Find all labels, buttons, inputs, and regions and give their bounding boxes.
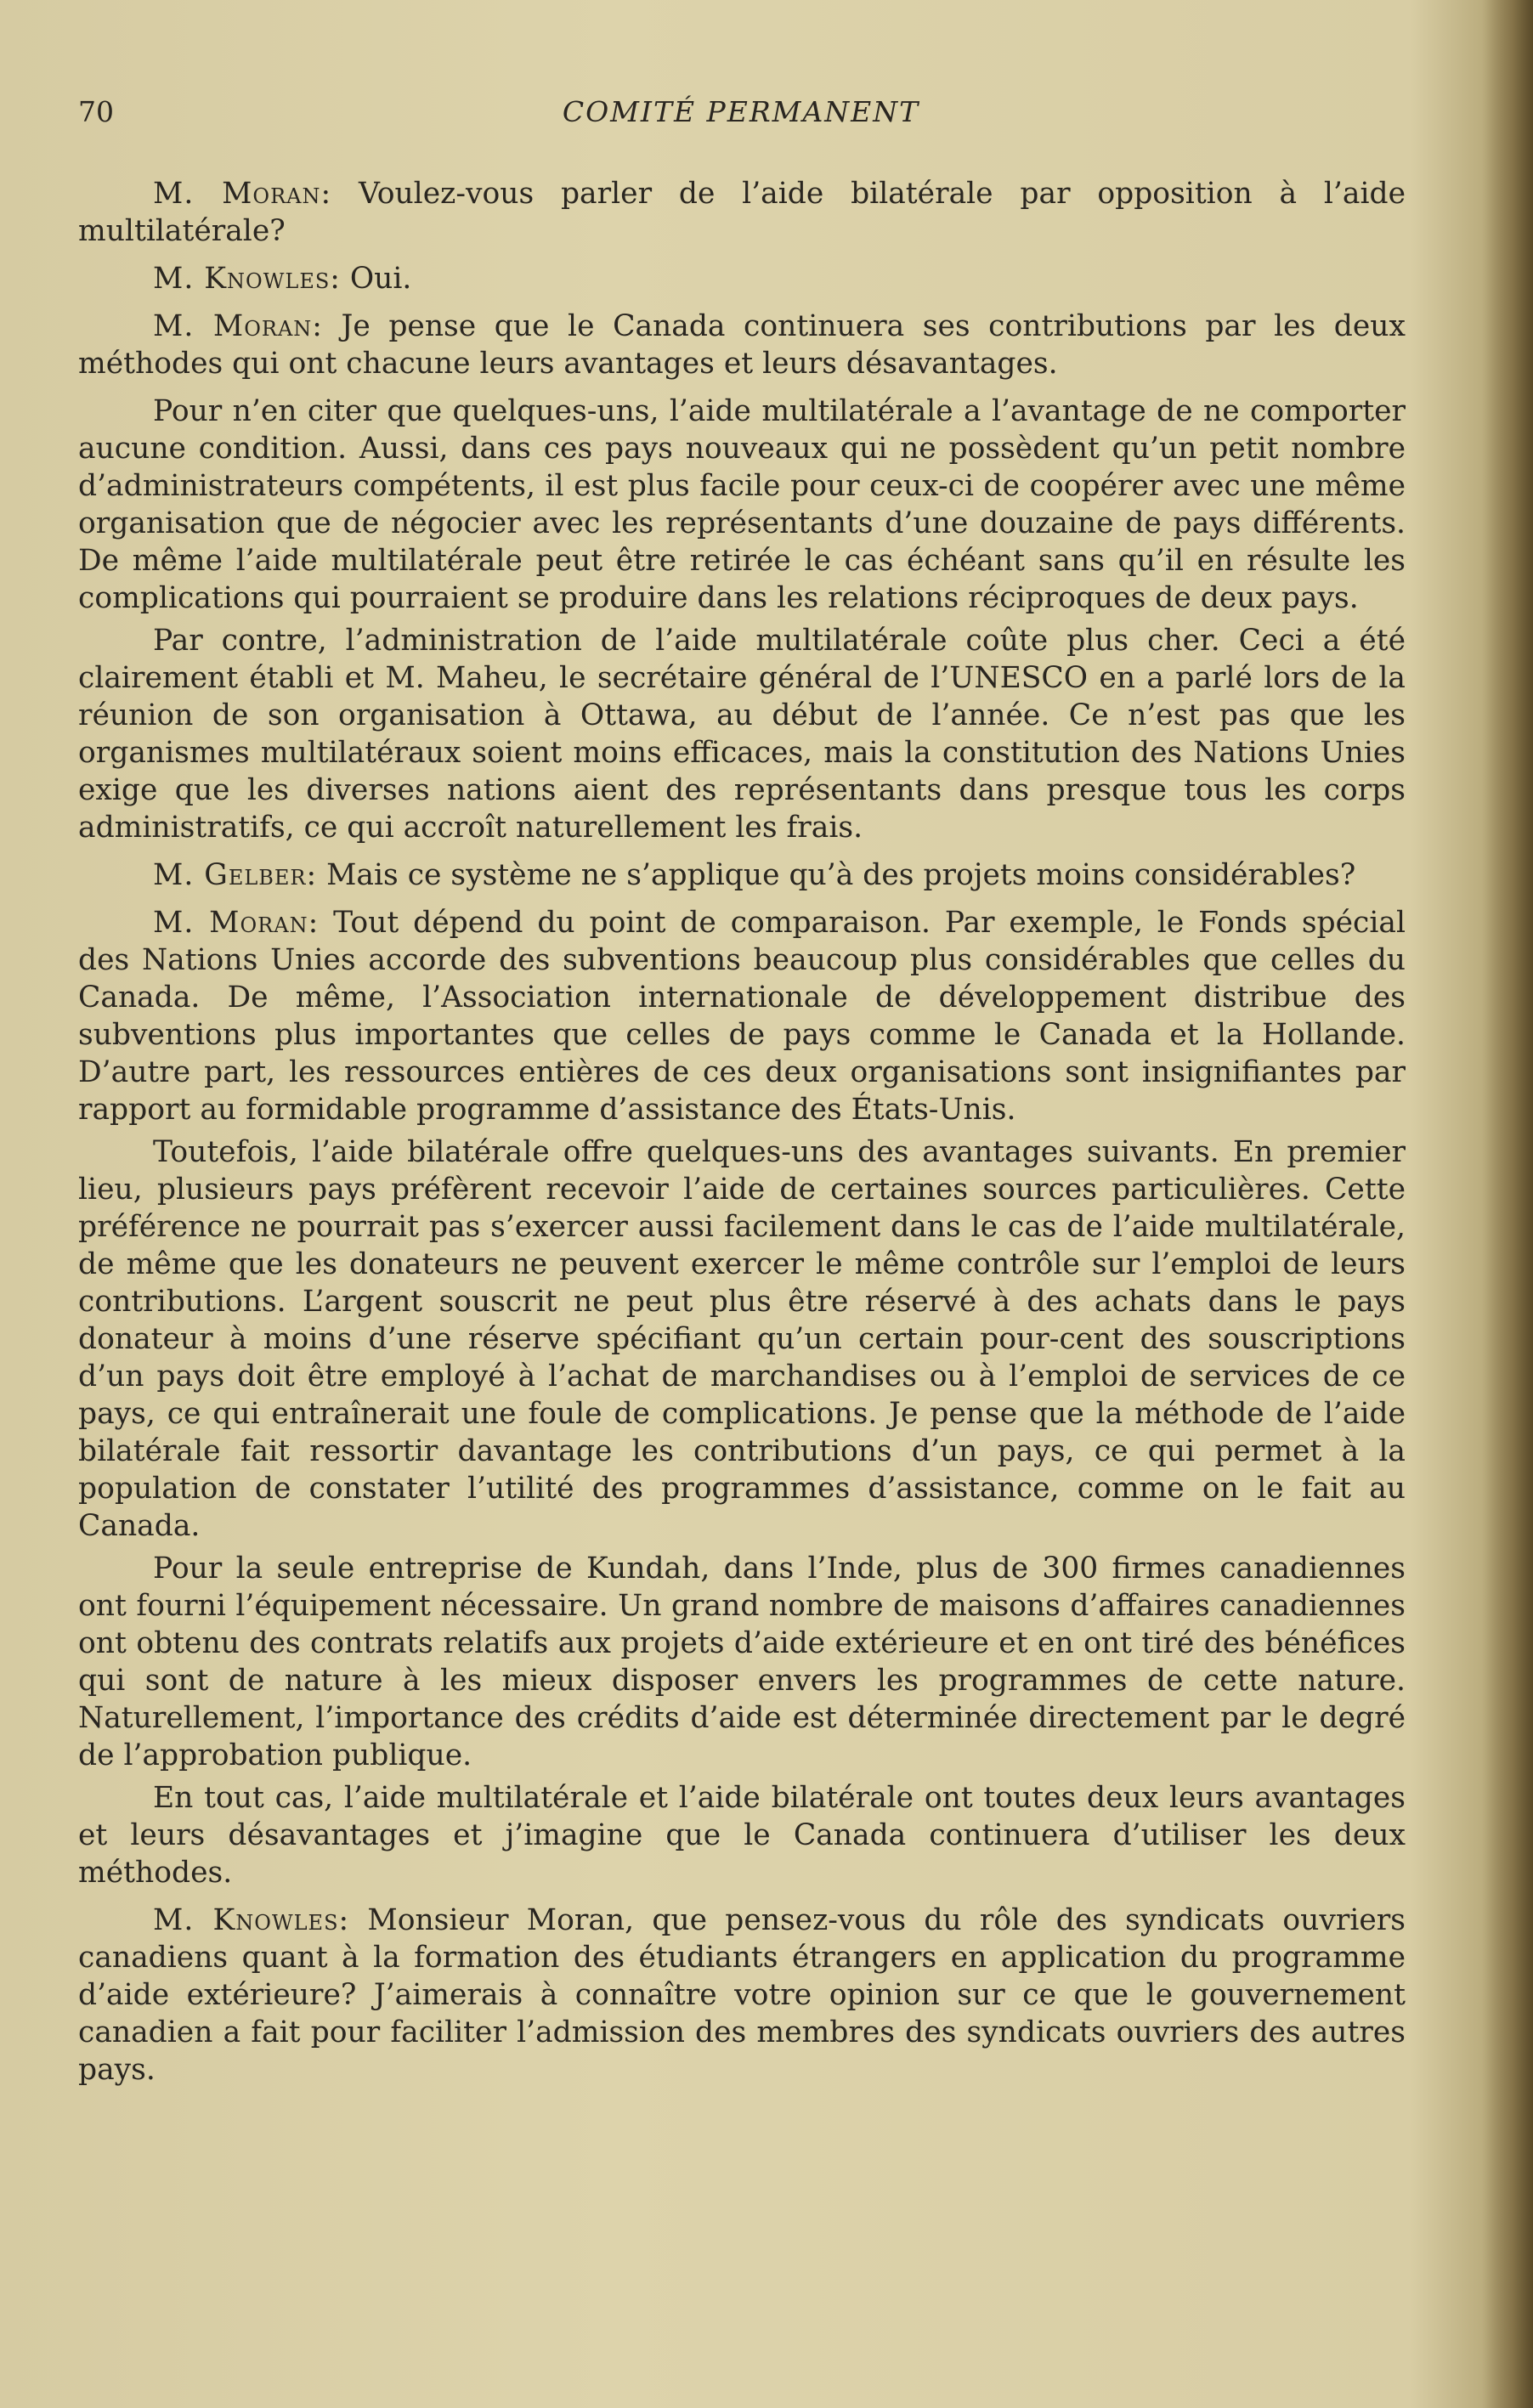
paragraph-text: Tout dépend du point de comparaison. Par exemple, le Fonds spécial des Nations Unies accorde des subventions beaucoup plus considérables que celles du Canada. De même, l’Association internationale de développement distribue des subventions plus importantes que celles de pays comme le Canada et la Hollande. D’autre part, les ressources entières de ces deux organisations sont insignifiantes par rapport au formidable programme d’assistance des États-Unis. xyxy=(78,906,1406,1127)
paragraph-text: Pour la seule entreprise de Kundah, dans l’Inde, plus de 300 firmes canadiennes ont fourni l’équipement nécessaire. Un grand nombre de maisons d’affaires canadiennes ont obtenu des contrats relatifs aux projets d’aide extérieure et en ont tiré des bénéfices qui sont de nature à les mieux disposer envers les programmes de cette nature. Naturellement, l’importance des crédits d’aide est déterminée directement par le degré de l’approbation publique. xyxy=(78,1552,1406,1772)
paragraph xyxy=(78,1550,1406,1774)
paragraph xyxy=(78,260,1406,297)
page-header xyxy=(78,95,1404,139)
running-head: COMITÉ PERMANENT xyxy=(562,95,920,128)
speaker-name: M. Knowles: xyxy=(153,1903,350,1937)
paragraph xyxy=(78,856,1406,894)
paragraph-text: Pour n’en citer que quelques-uns, l’aide multilatérale a l’avantage de ne comporter aucune condition. Aussi, dans ces pays nouveaux qui ne possèdent qu’un petit nombre d’administrateurs compétents, il est plus facile pour ceux-ci de coopérer avec une même organisation que de négocier avec les représentants d’une douzaine de pays différents. De même l’aide multilatérale peut être retirée le cas échéant sans qu’il en résulte les complications qui pourraient se produire dans les relations réciproques de deux pays. xyxy=(78,394,1406,615)
paragraph-text: Je pense que le Canada continuera ses contributions par les deux méthodes qui ont chacune leurs avantages et leurs désavantages. xyxy=(78,309,1406,381)
paragraph-text: Mais ce système ne s’applique qu’à des projets moins considérables? xyxy=(317,858,1356,892)
paragraph xyxy=(78,904,1406,1128)
paragraph xyxy=(78,1779,1406,1891)
speaker-name: M. Knowles: xyxy=(153,262,341,296)
paragraph-text: Oui. xyxy=(340,262,412,296)
page-number: 70 xyxy=(78,95,114,128)
speaker-name: M. Moran: xyxy=(153,906,320,940)
page-edge-shadow xyxy=(1482,0,1533,2408)
paragraph-text: Voulez-vous parler de l’aide bilatérale par opposition à l’aide multilatérale? xyxy=(78,177,1406,248)
paragraph-text: En tout cas, l’aide multilatérale et l’aide bilatérale ont toutes deux leurs avantages et leurs désavantages et j’imagine que le Canada continuera d’utiliser les deux méthodes. xyxy=(78,1781,1406,1890)
paragraph xyxy=(78,393,1406,617)
paragraph-text: Par contre, l’administration de l’aide multilatérale coûte plus cher. Ceci a été clairement établi et M. Maheu, le secrétaire général de l’UNESCO en a parlé lors de la réunion de son organisation à Ottawa, au début de l’année. Ce n’est pas que les organismes multilatéraux soient moins efficaces, mais la constitution des Nations Unies exige que les diverses nations aient des représentants dans presque tous les corps administratifs, ce qui accroît naturellement les frais. xyxy=(78,624,1406,845)
paragraph xyxy=(78,175,1406,250)
paragraph xyxy=(78,1133,1406,1545)
body-text xyxy=(78,175,1406,2099)
speaker-name: M. Moran: xyxy=(153,309,323,343)
paragraph-text: Toutefois, l’aide bilatérale offre quelques-uns des avantages suivants. En premier lieu, plusieurs pays préfèrent recevoir l’aide de certaines sources particulières. Cette préférence ne pourrait pas s’exercer aussi facilement dans le cas de l’aide multilatérale, de même que les donateurs ne peuvent exercer le même contrôle sur l’emploi de leurs contributions. L’argent souscrit ne peut plus être réservé à des achats dans le pays donateur à moins d’une réserve spécifiant qu’un certain pour-cent des souscriptions d’un pays doit être employé à l’achat de marchandises ou à l’emploi de services de ce pays, ce qui entraînerait une foule de complications. Je pense que la méthode de l’aide bilatérale fait ressortir davantage les contributions d’un pays, ce qui permet à la population de constater l’utilité des programmes d’assistance, comme on le fait au Canada. xyxy=(78,1135,1406,1543)
paragraph xyxy=(78,622,1406,846)
paragraph-text: Monsieur Moran, que pensez-vous du rôle des syndicats ouvriers canadiens quant à la formation des étudiants étrangers en application du programme d’aide extérieure? J’aimerais à connaître votre opinion sur ce que le gouvernement canadien a fait pour faciliter l’admission des membres des syndicats ouvriers des autres pays. xyxy=(78,1903,1406,2087)
speaker-name: M. Moran: xyxy=(153,177,332,211)
paragraph xyxy=(78,1902,1406,2089)
paragraph xyxy=(78,308,1406,382)
speaker-name: M. Gelber: xyxy=(153,858,318,892)
